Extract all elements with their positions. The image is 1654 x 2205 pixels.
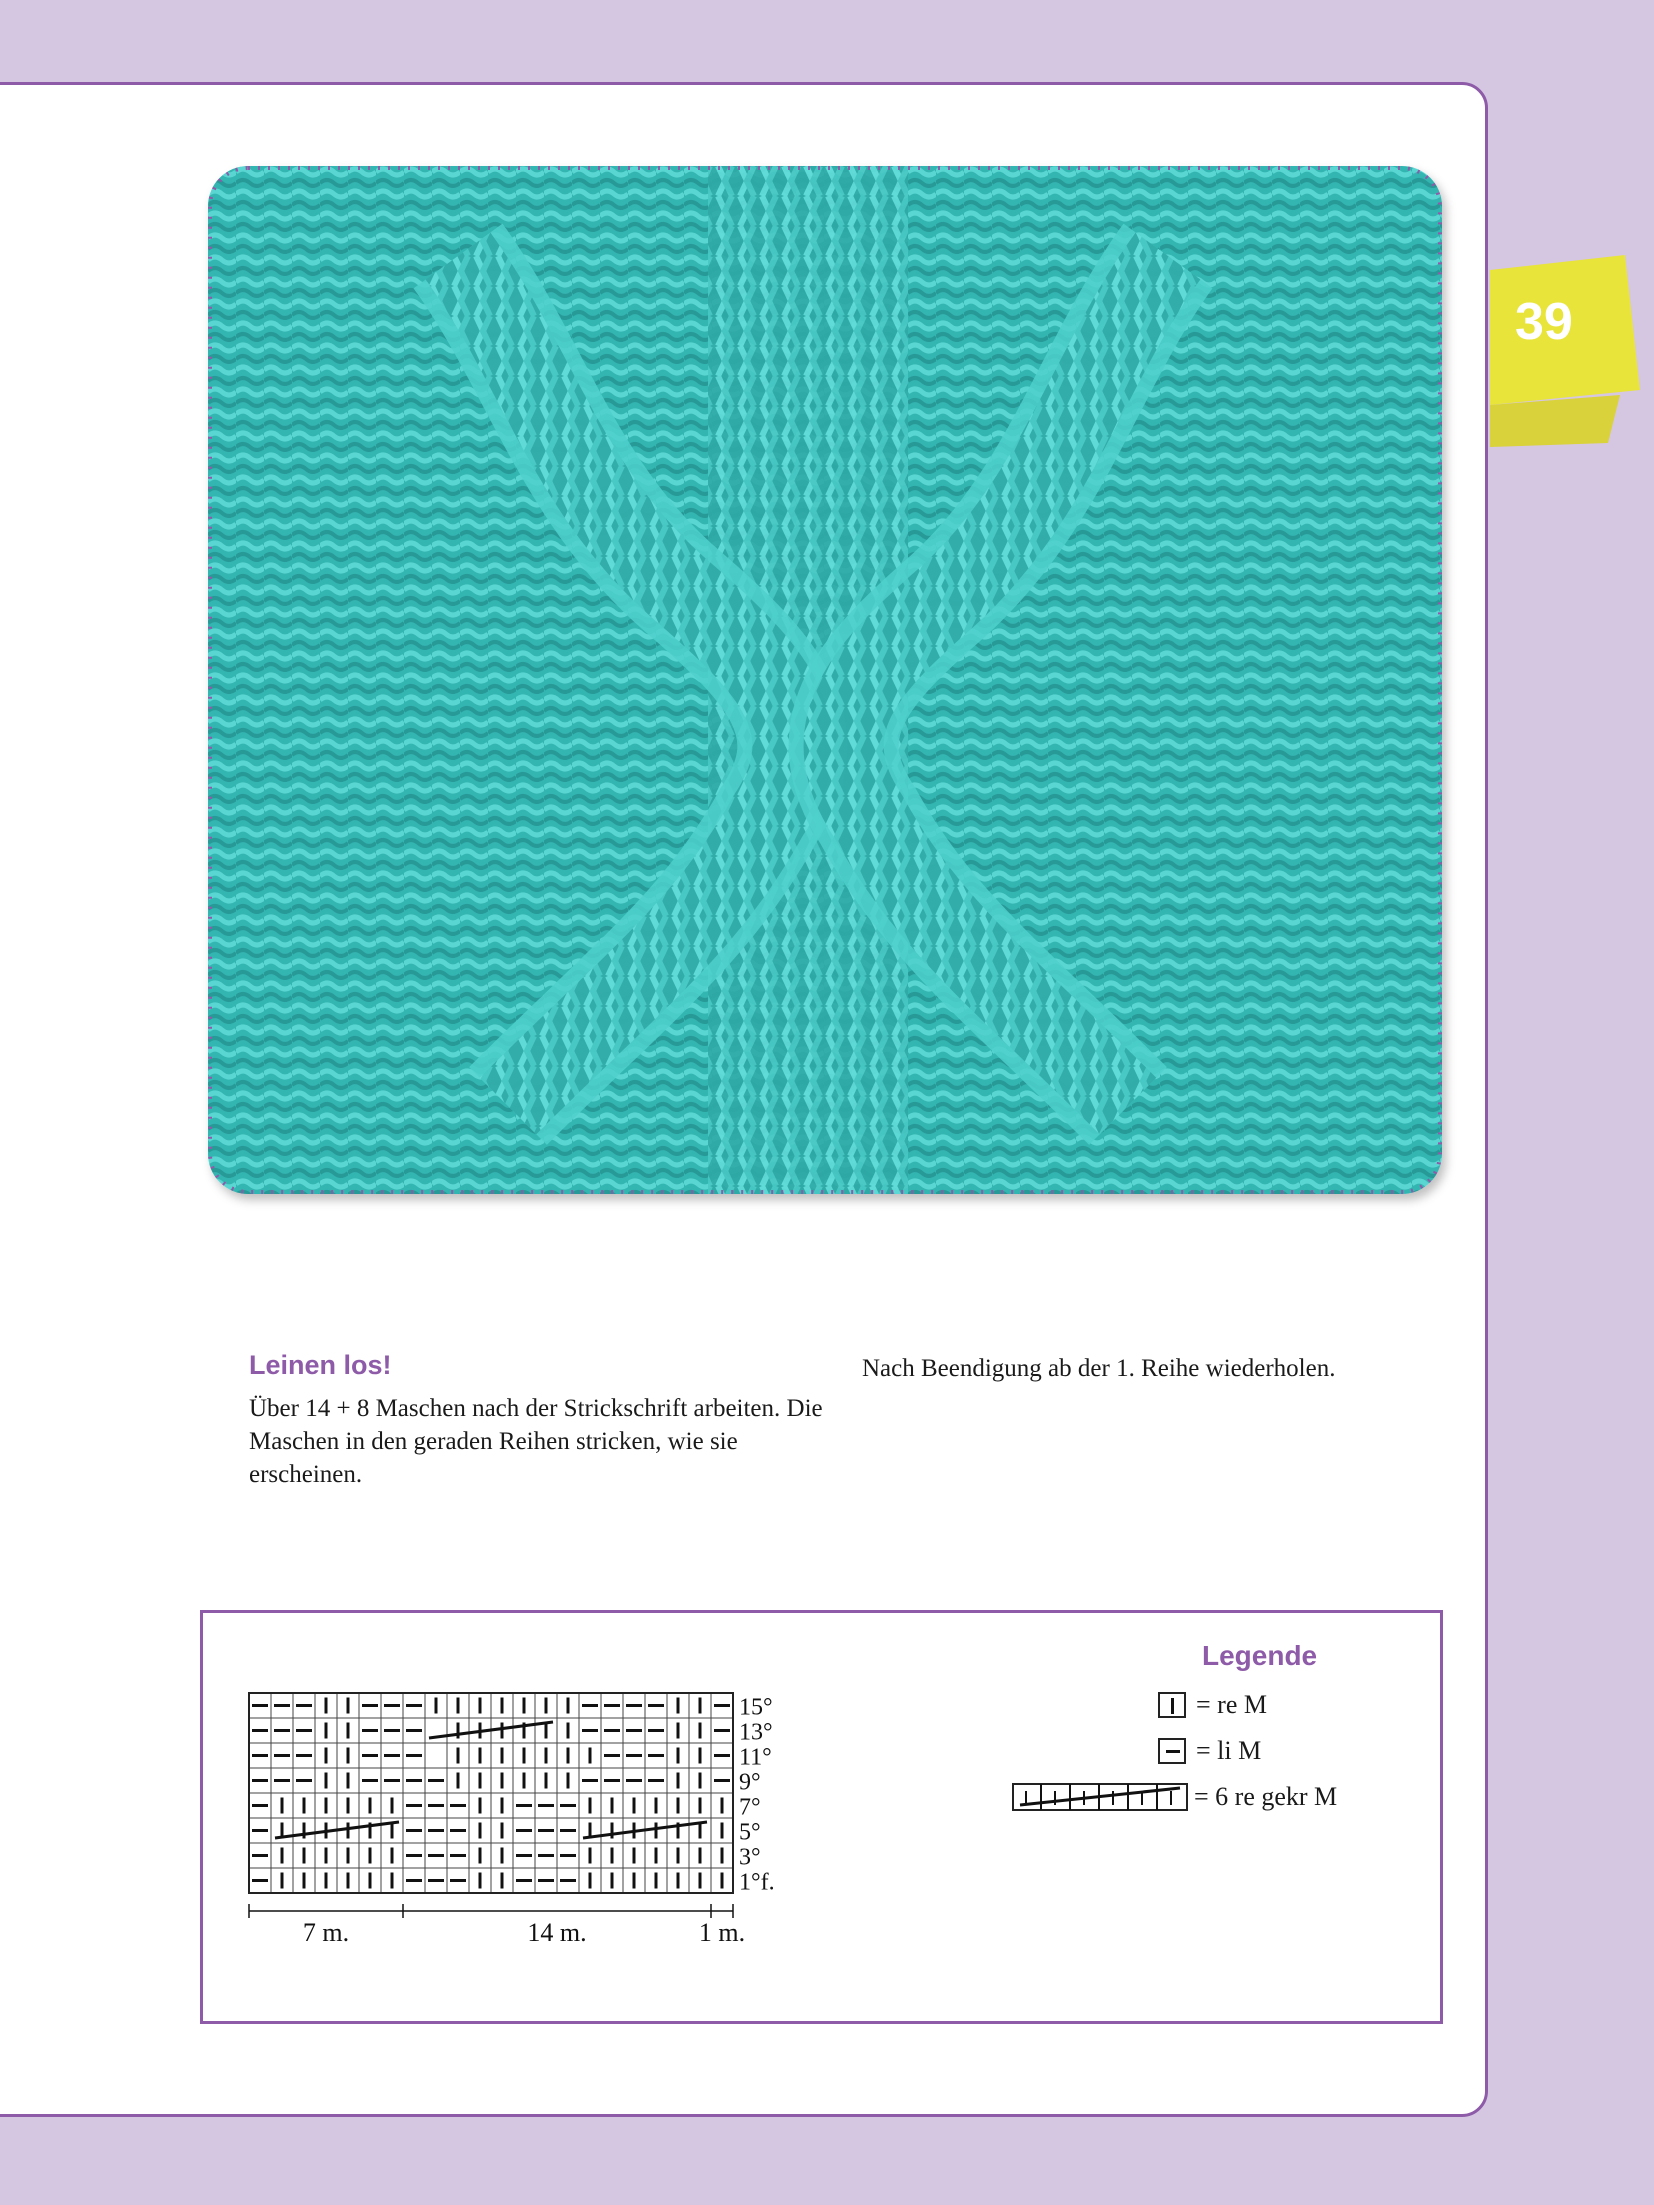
row-label: 15° <box>739 1694 773 1721</box>
knitting-chart <box>203 1613 1440 2021</box>
knit-swatch-photo <box>208 166 1442 1194</box>
page-number: 39 <box>1515 293 1573 351</box>
legend-label-knit: = re M <box>1196 1690 1267 1719</box>
repeat-instruction: Nach Beendigung ab der 1. Reihe wiederholen. <box>862 1355 1336 1382</box>
row-label: 7° <box>739 1794 761 1821</box>
legend-item-purl <box>1158 1736 1261 1766</box>
legend-label-cable: = 6 re gekr M <box>1194 1782 1338 1811</box>
row-label: 9° <box>739 1769 761 1796</box>
row-label: 13° <box>739 1719 773 1746</box>
page-tab <box>1490 255 1640 450</box>
legend-label-purl: = li M <box>1196 1736 1262 1765</box>
pattern-title: Leinen los! <box>249 1350 392 1380</box>
purl-symbol-icon <box>1158 1738 1186 1764</box>
row-label: 11° <box>739 1744 772 1771</box>
legend-item-cable <box>1012 1782 1337 1812</box>
knit-symbol-icon <box>1158 1692 1186 1718</box>
column-label: 7 m. <box>302 1918 350 1947</box>
legend-item-knit <box>1158 1690 1267 1720</box>
row-label: 3° <box>739 1844 761 1871</box>
pattern-description: Über 14 + 8 Maschen nach der Strickschrift arbeiten. Die Maschen in den geraden Reihen stricken, wie sie erscheinen. <box>249 1395 823 1488</box>
column-label: 14 m. <box>527 1918 587 1947</box>
column-label: 1 m. <box>698 1918 746 1947</box>
cable-symbol-icon <box>1012 1783 1188 1811</box>
row-label: 5° <box>739 1819 761 1846</box>
row-label: 1°f. <box>739 1869 775 1896</box>
chart-box <box>200 1610 1443 2024</box>
legend-title: Legende <box>1202 1640 1318 1671</box>
